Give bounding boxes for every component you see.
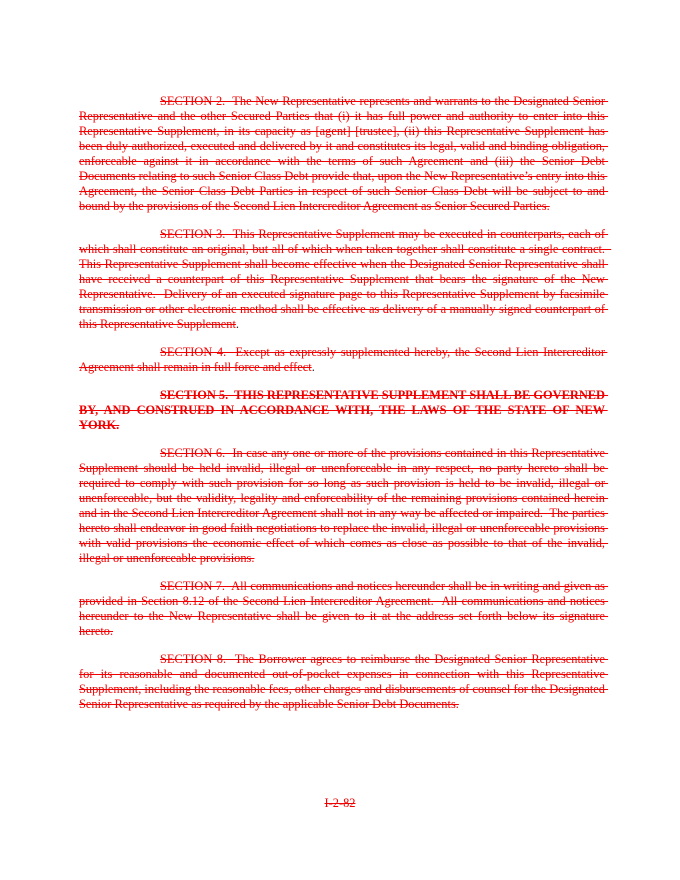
page-footer xyxy=(0,796,680,811)
paragraph-section-7 xyxy=(79,579,609,639)
paragraph-section-4 xyxy=(79,345,608,375)
deleted-text: SECTION 2. The New Representative represents and warrants to the Designated Senior Representative and the other Secured Parties that (i) it has full power and authority to enter into this Representative Supplement, in its capacity as [agent] [trustee], (ii) this Representative Supplement has been duly authorized, executed and delivered by it and constitutes its legal, valid and binding obligation, enforceable against it in accordance with the terms of such Agreement and (iii) the Senior Debt Documents relating to such Senior Class Debt provide that, upon the New Representative’s entry into this Agreement, the Senior Class Debt Parties in respect of such Senior Class Debt will be subject to and bound by the provisions of the Second Lien Intercreditor Agreement as Senior Secured Parties. xyxy=(79,94,609,213)
deleted-text: SECTION 7. All communications and notices hereunder shall be in writing and given as provided in Section 8.12 of the Second Lien Intercreditor Agreement. All communications and notices hereunder to the New Representative shall be given to it at the address set forth below its signature hereto. xyxy=(79,579,609,638)
deleted-text: SECTION 8. The Borrower agrees to reimburse the Designated Senior Representative for its reasonable and documented out-of-pocket expenses in connection with this Representative Supplement, including the reasonable fees, other charges and disbursements of counsel for the Designated Senior Representative as required by the applicable Senior Debt Documents. xyxy=(79,652,609,711)
paragraph-section-8 xyxy=(79,652,609,712)
document-body xyxy=(79,94,612,725)
retained-text: . xyxy=(235,317,240,331)
deleted-text: SECTION 3. This Representative Supplement may be executed in counterparts, each of which shall constitute an original, but all of which when taken together shall constitute a single contract. This Representative Supplement shall become effective when the Designated Senior Representative shall have received a counterpart of this Representative Supplement that bears the signature of the New Representative. Delivery of an executed signature page to this Representative Supplement by facsimile transmission or other electronic method shall be effective as delivery of a manually signed counterpart of this Representative Supplement xyxy=(79,227,612,331)
paragraph-section-3 xyxy=(79,227,612,332)
deleted-text: SECTION 5. THIS REPRESENTATIVE SUPPLEMENT SHALL BE GOVERNED BY, AND CONSTRUED IN ACCORDANCE WITH, THE LAWS OF THE STATE OF NEW YORK. xyxy=(79,388,609,432)
paragraph-section-5 xyxy=(79,388,609,433)
paragraph-section-6 xyxy=(79,446,609,566)
retained-text: . xyxy=(311,360,315,374)
paragraph-section-2 xyxy=(79,94,609,214)
deleted-text: SECTION 6. In case any one or more of the provisions contained in this Representative Supplement should be held invalid, illegal or unenforceable in any respect, no party hereto shall be required to comply with such provision for so long as such provision is held to be invalid, illegal or unenforceable, but the validity, legality and enforceability of the remaining provisions contained herein and in the Second Lien Intercreditor Agreement shall not in any way be affected or impaired. The parties hereto shall endeavor in good faith negotiations to replace the invalid, illegal or unenforceable provisions with valid provisions the economic effect of which comes as close as possible to that of the invalid, illegal or unenforceable provisions. xyxy=(79,446,609,565)
footer-page-number: I-2-82 xyxy=(324,796,356,810)
deleted-text: SECTION 4. Except as expressly supplemented hereby, the Second Lien Intercreditor Agreement shall remain in full force and effect xyxy=(79,345,608,374)
